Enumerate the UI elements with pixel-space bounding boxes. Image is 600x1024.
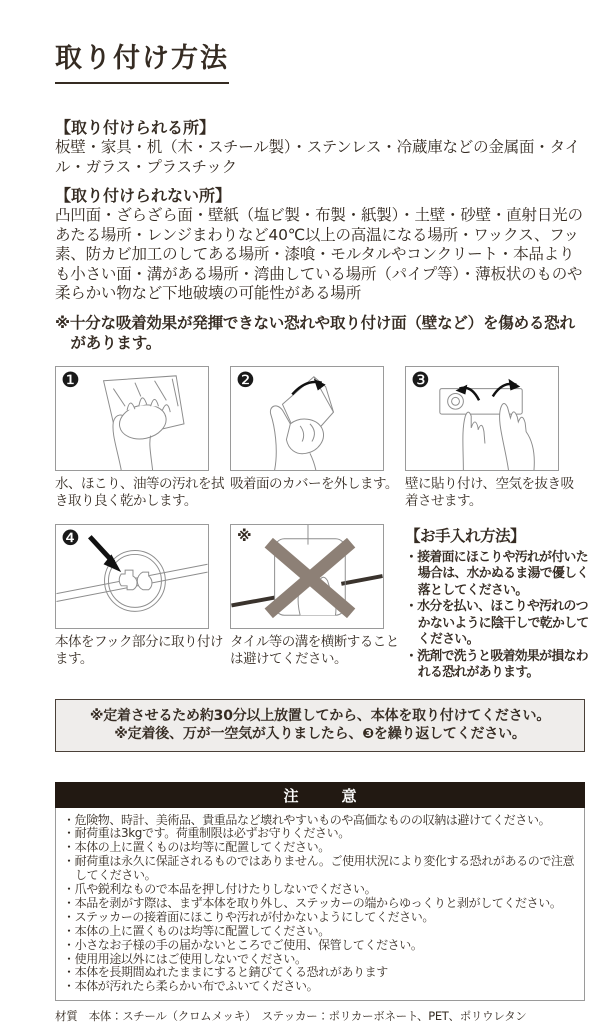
step-3-panel bbox=[405, 366, 559, 471]
steps-row-1 bbox=[55, 366, 585, 511]
step-4-number-badge: ❹ bbox=[61, 525, 80, 550]
step-3-number-badge: ❸ bbox=[411, 367, 430, 392]
caution-section bbox=[55, 782, 585, 1002]
settling-notice-box bbox=[55, 699, 585, 752]
settling-notice-line1: ※定着させるため約30分以上放置してから、本体を取り付けてください。 bbox=[89, 707, 551, 724]
surface-warning-text: ※十分な吸着効果が発揮できない恐れや取り付け面（壁など）を傷める恐れがあります。 bbox=[55, 313, 575, 352]
step-1-caption: 水、ほこり、油等の汚れを拭き取り良く乾かします。 bbox=[55, 475, 224, 509]
caution-item: ・ステッカーの接着面にほこりや汚れが付かないようにしてください。 bbox=[63, 909, 434, 924]
care-section bbox=[405, 524, 590, 682]
page-title: 取り付け方法 bbox=[55, 36, 229, 84]
section-not-attachable bbox=[55, 186, 585, 304]
attachable-heading: 【取り付けられる所】 bbox=[55, 118, 216, 137]
care-item: ・接着面にほこりや汚れが付いた場合は、水かぬるま湯で優しく落としてください。 bbox=[405, 549, 589, 598]
step-2-number-badge: ❷ bbox=[236, 367, 255, 392]
caution-item: ・使用用途以外にはご使用しないでください。 bbox=[63, 951, 307, 966]
caution-item: ・小さなお子様の手の届かないところでご使用、保管してください。 bbox=[63, 937, 423, 952]
caution-list bbox=[55, 808, 585, 1002]
step-1 bbox=[55, 366, 230, 511]
step-2-caption: 吸着面のカバーを外します。 bbox=[230, 475, 398, 492]
attachable-body: 板壁・家具・机（木・スチール製）・ステンレス・冷蔵庫などの金属面・タイル・ガラス・プラスチック bbox=[55, 138, 580, 176]
care-item: ・水分を払い、ほこりや汚れのつかないように陰干しで乾かしてください。 bbox=[405, 599, 589, 647]
step-2 bbox=[230, 366, 405, 511]
caution-item: ・本体が汚れたら柔らかい布でふいてください。 bbox=[63, 979, 319, 994]
steps-row-2 bbox=[55, 524, 589, 682]
caution-item: ・耐荷重は永久に保証されるものではありません。ご使用状況により変化する恐れがあるので注意してください。 bbox=[63, 854, 575, 883]
caution-item: ・本体の上に置くものは均等に配置してください。 bbox=[63, 923, 330, 938]
step-1-number-badge: ❶ bbox=[61, 367, 80, 392]
prohibited-example bbox=[230, 524, 405, 682]
prohibited-note-mark: ※ bbox=[237, 526, 252, 545]
step-2-panel bbox=[230, 366, 384, 471]
step-4-panel bbox=[55, 524, 209, 629]
step-3 bbox=[405, 366, 585, 511]
caution-item: ・爪や鋭利なもので本品を押し付けたりしないでください。 bbox=[63, 882, 377, 897]
prohibited-caption: タイル等の溝を横断することは避けてください。 bbox=[230, 633, 399, 667]
materials-line: 材質 本体：スチール（クロムメッキ） ステッカー：ポリカーボネート、PET、ポリウレタン bbox=[55, 1009, 527, 1024]
tile-groove-crossing-x-icon bbox=[231, 525, 383, 628]
section-attachable bbox=[55, 118, 585, 177]
step-1-panel bbox=[55, 366, 209, 471]
not-attachable-body: 凸凹面・ざらざら面・壁紙（塩ビ製・布製・紙製）・土壁・砂壁・直射日光のあたる場所・レンジまわりなど40℃以上の高温になる場所・ワックス、フッ素、防カビ加工のしてある場所・漆喰・モルタルやコンクリート・本品よりも小さい面・溝がある場所・湾曲している場所（パイプ等）・薄板状のものや柔らかい物など下地破壊の可能性がある場所 bbox=[55, 206, 583, 302]
caution-item: ・本体の上に置くものは均等に配置してください。 bbox=[63, 840, 330, 855]
caution-item: ・耐荷重は3kgです。荷重制限は必ずお守りください。 bbox=[63, 826, 350, 841]
step-4-caption: 本体をフック部分に取り付けます。 bbox=[55, 633, 224, 667]
not-attachable-heading: 【取り付けられない所】 bbox=[55, 186, 232, 205]
caution-item: ・危険物、時計、美術品、貴重品など壊れやすいものや高価なものの収納は避けてください。 bbox=[63, 812, 551, 827]
caution-item: ・本品を剥がす際は、まず本体を取り外し、ステッカーの端からゆっくりと剥がしてください。 bbox=[63, 895, 562, 910]
step-4 bbox=[55, 524, 230, 682]
caution-item: ・本体を長期間ぬれたままにすると錆びてくる恐れがあります bbox=[63, 965, 388, 980]
step-3-caption: 壁に貼り付け、空気を抜き吸着させます。 bbox=[405, 475, 574, 509]
caution-header-bar: 注 意 bbox=[55, 782, 585, 808]
care-heading: 【お手入れ方法】 bbox=[405, 526, 526, 545]
care-item: ・洗剤で洗うと吸着効果が損なわれる恐れがあります。 bbox=[405, 648, 588, 680]
settling-notice-line2: ※定着後、万が一空気が入りましたら、❸を繰り返してください。 bbox=[114, 726, 526, 742]
prohibited-panel bbox=[230, 524, 384, 629]
